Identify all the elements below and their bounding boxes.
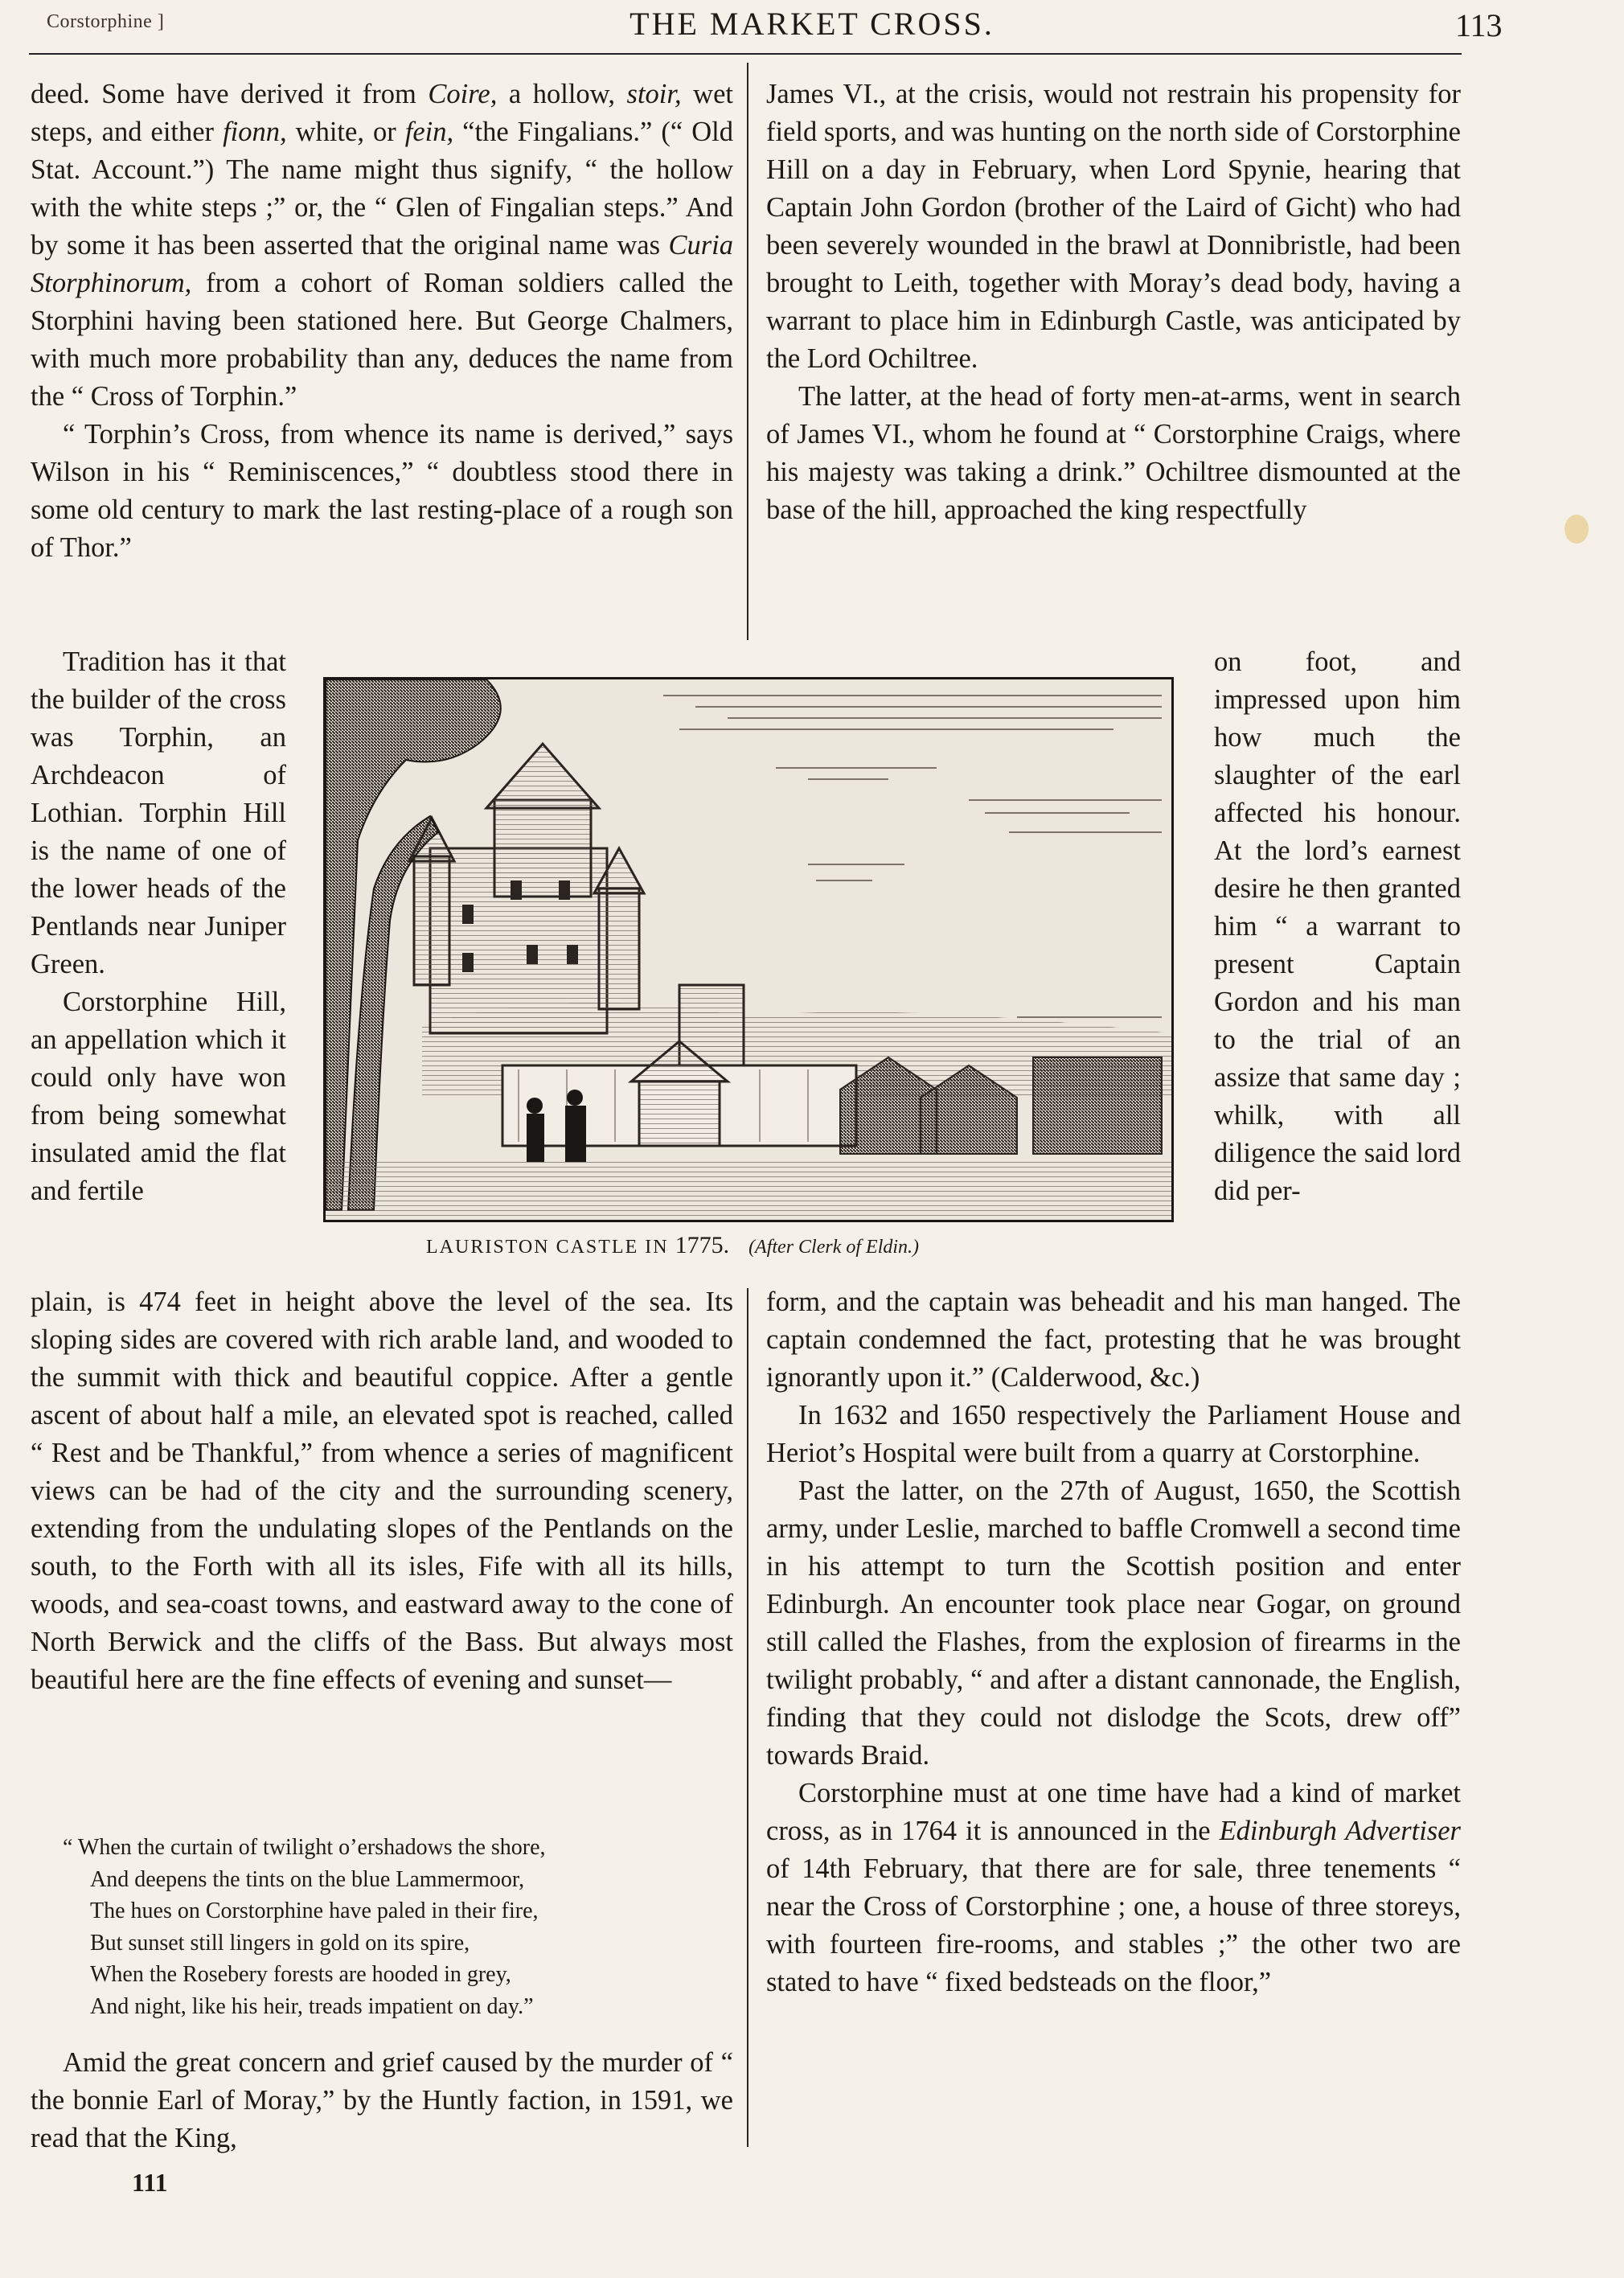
left-column-narrow xyxy=(31,643,286,1210)
caption-title: LAURISTON CASTLE IN xyxy=(426,1237,675,1258)
figure-caption xyxy=(426,1232,919,1259)
poem-line: And night, like his heir, treads impatient on day.” xyxy=(90,1993,534,2019)
right-column-bottom xyxy=(766,1283,1461,2001)
poem-line: When the Rosebery forests are hooded in grey, xyxy=(90,1962,511,1987)
folio-number: 111 xyxy=(132,2168,168,2197)
paragraph-james: James VI., at the crisis, would not restrain his propensity for field sports, and was hunting on the north side of Corstorphine Hill on a day in February, when Lord Spynie, hearing that Captain John Gordon (brother of the Laird of Gicht) who had been severely wounded in the brawl at Donnibristle, had been brought to Leith, together with Moray’s dead body, having a warrant to place him in Edinburgh Castle, was anticipated by the Lord Ochiltree. xyxy=(766,79,1461,374)
engraving-drawing xyxy=(326,679,1171,1220)
paragraph-ochiltree-b: on foot, and impressed upon him how much the slaughter of the earl affected his honour. At the lord’s earnest desire he then granted him “ a warrant to present Captain Gordon and his man to the trial of an assize that same day ; whilk, with all diligence the said lord did per- xyxy=(1214,646,1461,1206)
left-column-end xyxy=(31,2044,733,2157)
paper-stain xyxy=(1565,515,1589,544)
right-column-narrow xyxy=(1214,643,1461,1210)
engraving-lauriston-castle xyxy=(323,677,1174,1222)
sky-lines xyxy=(663,696,1162,1017)
poem-line: But sunset still lingers in gold on its spire, xyxy=(90,1930,470,1956)
paragraph-hill-b: plain, is 474 feet in height above the level of the sea. Its sloping sides are covered with rich arable land, and wooded to the summit with thick and beautiful coppice. After a gentle ascent of about half a mile, an elevated spot is reached, called “ Rest and be Thankful,” from whence a series of magnificent views can be had of the city and the surrounding scenery, extending from the undulating slopes of the Pentlands on the south, to the Forth with all its isles, Fife with all its hills, woods, and sea-coast towns, and eastward away to the cone of North Berwick and the cliffs of the Bass. But always most beautiful here are the fine effects of evening and sunset— xyxy=(31,1287,733,1695)
poem xyxy=(63,1832,738,2022)
paragraph-market-cross: Corstorphine must at one time have had a kind of market cross, as in 1764 it is announced in the Edinburgh Advertiser of 14th February, that there are for sale, three tenements “ near the Cross of Corstorphine ; one, a house of three storeys, with fourteen fire-rooms, and stables ;” the other two are stated to have “ fixed bedsteads on the floor,” xyxy=(766,1778,1461,1997)
paragraph-hill-a: Corstorphine Hill, an appellation which it could only have won from being somewhat insulated amid the flat and fertile xyxy=(31,987,286,1206)
caption-year: 1775. xyxy=(675,1232,730,1258)
paragraph-ochiltree-c: form, and the captain was beheadit and his man hanged. The captain condemned the fact, protesting that he was brought ignorantly upon it.” (Calderwood, &c.) xyxy=(766,1287,1461,1393)
poem-line: And deepens the tints on the blue Lammermoor, xyxy=(90,1866,525,1892)
paragraph-moray: Amid the great concern and grief caused by the murder of “ the bonnie Earl of Moray,” by the Huntly faction, in 1591, we read that the King, xyxy=(31,2047,733,2153)
paragraph-tradition: Tradition has it that the builder of the cross was Torphin, an Archdeacon of Lothian. Torphin Hill is the name of one of the lower heads of the Pentlands near Juniper Green. xyxy=(31,646,286,979)
castle xyxy=(409,744,744,1073)
paragraph-ochiltree-a: The latter, at the head of forty men-at-arms, went in search of James VI., whom he found at “ Corstorphine Craigs, where his majesty was taking a drink.” Ochiltree dismounted at the base of the hill, approached the king respectfully xyxy=(766,381,1461,525)
running-title: THE MARKET CROSS. xyxy=(630,6,994,42)
poem-line: “ When the curtain of twilight o’ershadows the shore, xyxy=(63,1835,546,1860)
column-rule-top xyxy=(747,63,748,640)
paragraph-torphin-cross: “ Torphin’s Cross, from whence its name is derived,” says Wilson in his “ Reminiscences,” “ doubtless stood there in some old century to mark the last resting-place of a rough son of Thor.” xyxy=(31,419,733,563)
left-column-bottom xyxy=(31,1283,733,1699)
header-rule xyxy=(29,53,1462,55)
page-number: 113 xyxy=(1455,7,1503,43)
paragraph-quarry: In 1632 and 1650 respectively the Parliament House and Heriot’s Hospital were built from a quarry at Corstorphine. xyxy=(766,1400,1461,1468)
ground xyxy=(326,1162,1171,1220)
right-column-top xyxy=(766,76,1461,529)
running-head-left: Corstorphine ] xyxy=(47,11,165,32)
column-rule-bottom xyxy=(747,1288,748,2147)
paragraph-leslie: Past the latter, on the 27th of August, 1650, the Scottish army, under Leslie, marched to baffle Cromwell a second time in his attempt to turn the Scottish position and enter Edinburgh. An encounter took place near Gogar, on ground still called the Flashes, from the explosion of firearms in the twilight probably, “ and after a distant cannonade, the English, finding that they could not dislodge the Scots, drew off” towards Braid. xyxy=(766,1476,1461,1771)
left-column-top xyxy=(31,76,733,567)
caption-credit: (After Clerk of Eldin.) xyxy=(748,1237,920,1258)
poem-line: The hues on Corstorphine have paled in their fire, xyxy=(90,1898,539,1923)
paragraph-etymology: deed. Some have derived it from Coire, a hollow, stoir, wet steps, and either fionn, white, or fein, “the Fingalians.” (“ Old Stat. Account.”) The name might thus signify, “ the hollow with the white steps ;” or, the “ Glen of Fingalian steps.” And by some it has been asserted that the original name was Curia Storphinorum, from a cohort of Roman soldiers called the Storphini having been stationed here. But George Chalmers, with much more probability than any, deduces the name from the “ Cross of Torphin.” xyxy=(31,79,733,412)
